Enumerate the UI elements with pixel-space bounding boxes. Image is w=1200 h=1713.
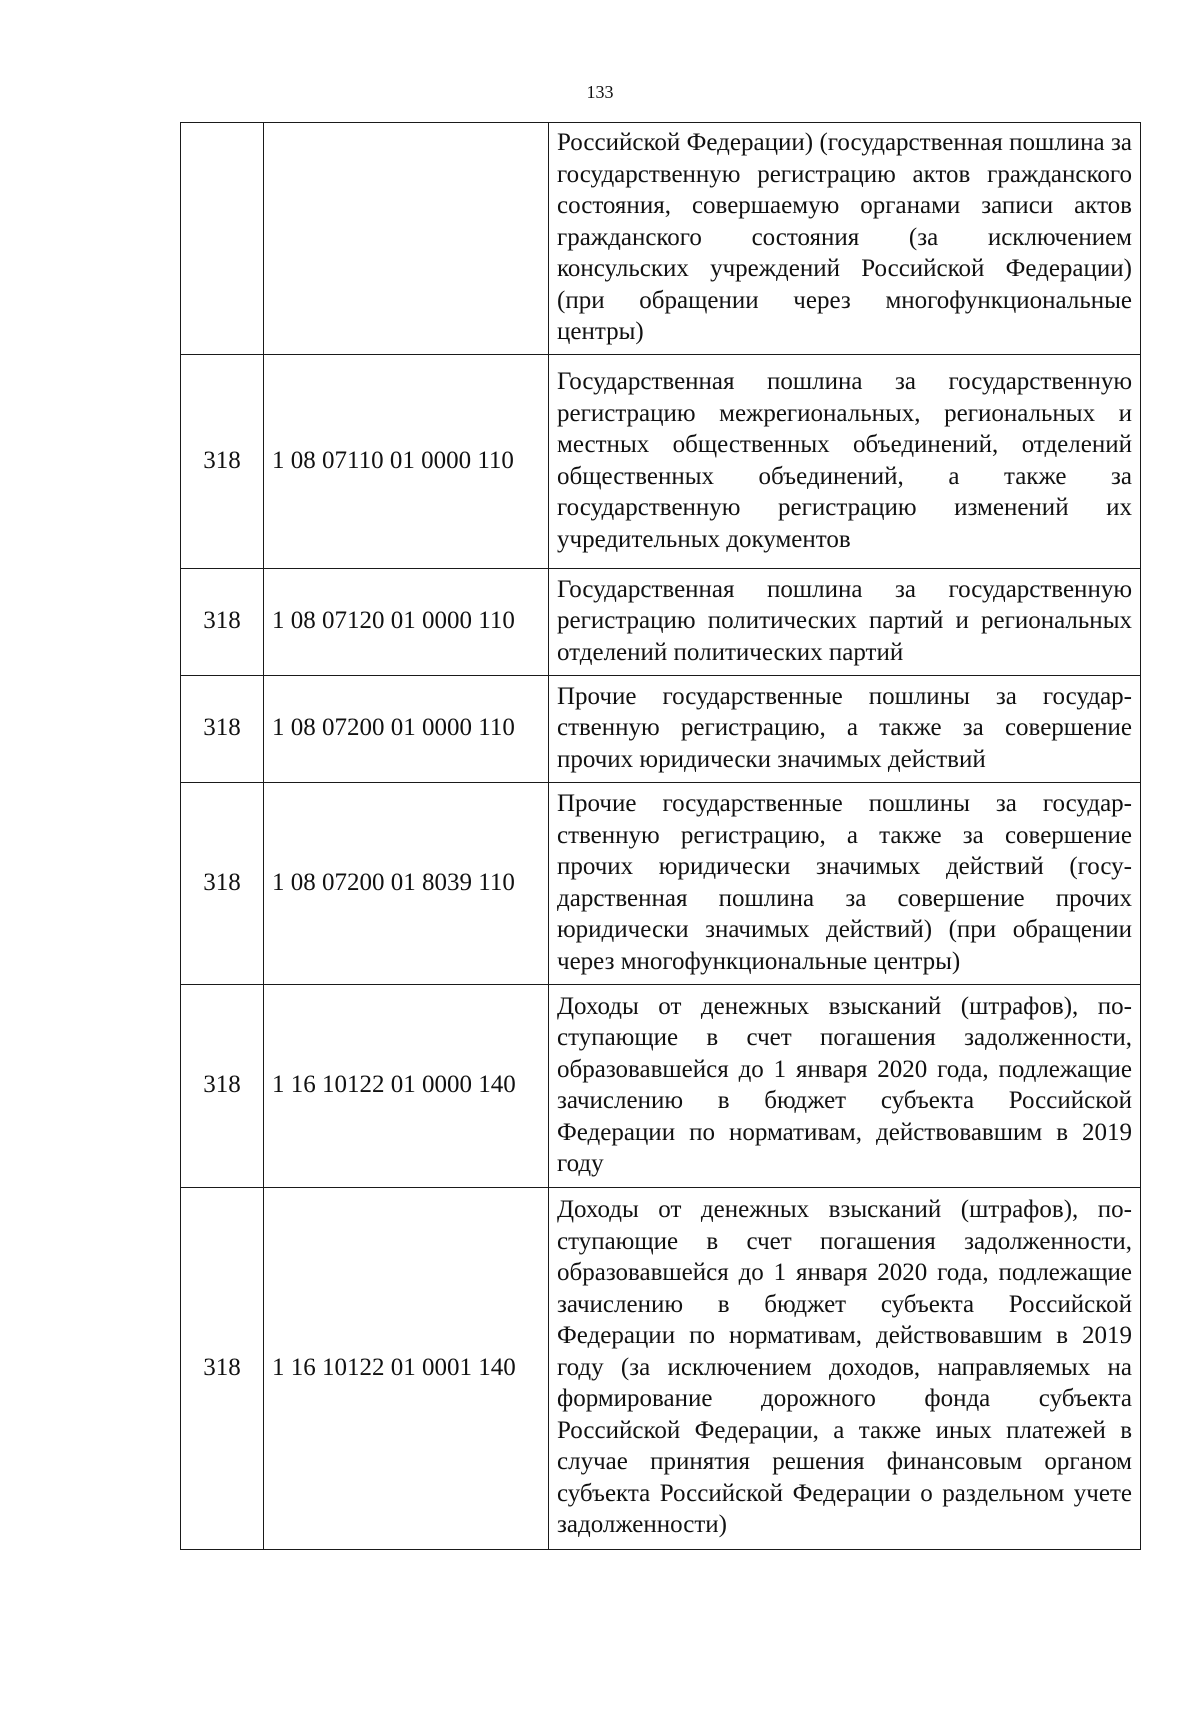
admin-code-cell: 318 [181,1188,264,1550]
budget-classification-code-cell: 1 16 10122 01 0001 140 [264,1188,549,1550]
income-name-cell: Российской Федерации) (государственная пошлина за государственную регистрацию актов гражданского состояния, совершаемую органами записи актов гражданского состояния (за исключением консульских учреждений Российской Федерации) (при обращении через многофункциональные центры) [549,123,1141,355]
income-name-cell: Государственная пошлина за государственную регистрацию межрегиональных, региональных и местных общественных объединений, отделений общественных объединений, а также за государственную регистрацию изменений их учредительных документов [549,355,1141,569]
income-name-cell: Прочие государственные пошлины за государственную регистрацию, а также за совершение прочих юридически значимых действий [549,676,1141,783]
budget-classification-code-cell: 1 16 10122 01 0000 140 [264,985,549,1188]
budget-classification-code-cell: 1 08 07120 01 0000 110 [264,569,549,676]
table-row [181,676,1141,783]
admin-code-cell: 318 [181,783,264,985]
admin-code-cell [181,123,264,355]
page-number: 133 [586,82,614,102]
budget-classification-code-cell: 1 08 07200 01 0000 110 [264,676,549,783]
table-row [181,783,1141,985]
table-row [181,569,1141,676]
budget-classification-code-cell: 1 08 07200 01 8039 110 [264,783,549,985]
income-name-cell: Прочие государственные пошлины за государственную регистрацию, а также за совершение прочих юридически значимых действий (государственная пошлина за совершение прочих юридически значимых действий) (при обращении через многофункциональные центры) [549,783,1141,985]
budget-classification-code-cell: 1 08 07110 01 0000 110 [264,355,549,569]
income-name-cell: Государственная пошлина за государственную регистрацию политических партий и региональных отделений политических партий [549,569,1141,676]
income-name-cell: Доходы от денежных взысканий (штрафов), поступающие в счет погашения задолженности, образовавшейся до 1 января 2020 года, подлежащие зачислению в бюджет субъекта Российской Федерации по нормативам, действовавшим в 2019 году [549,985,1141,1188]
table-row [181,985,1141,1188]
table-row [181,1188,1141,1550]
admin-code-cell: 318 [181,676,264,783]
budget-codes-table [180,122,1141,1550]
admin-code-cell: 318 [181,985,264,1188]
admin-code-cell: 318 [181,355,264,569]
admin-code-cell: 318 [181,569,264,676]
table-row [181,123,1141,355]
budget-classification-code-cell [264,123,549,355]
income-name-cell: Доходы от денежных взысканий (штрафов), поступающие в счет погашения задолженности, образовавшейся до 1 января 2020 года, подлежащие зачислению в бюджет субъекта Российской Федерации по нормативам, действовавшим в 2019 году (за исключением доходов, направляемых на формирование дорожного фонда субъекта Российской Федерации, а также иных платежей в случае принятия решения финансовым органом субъекта Российской Федерации о раздельном учете задолженности) [549,1188,1141,1550]
table-row [181,355,1141,569]
